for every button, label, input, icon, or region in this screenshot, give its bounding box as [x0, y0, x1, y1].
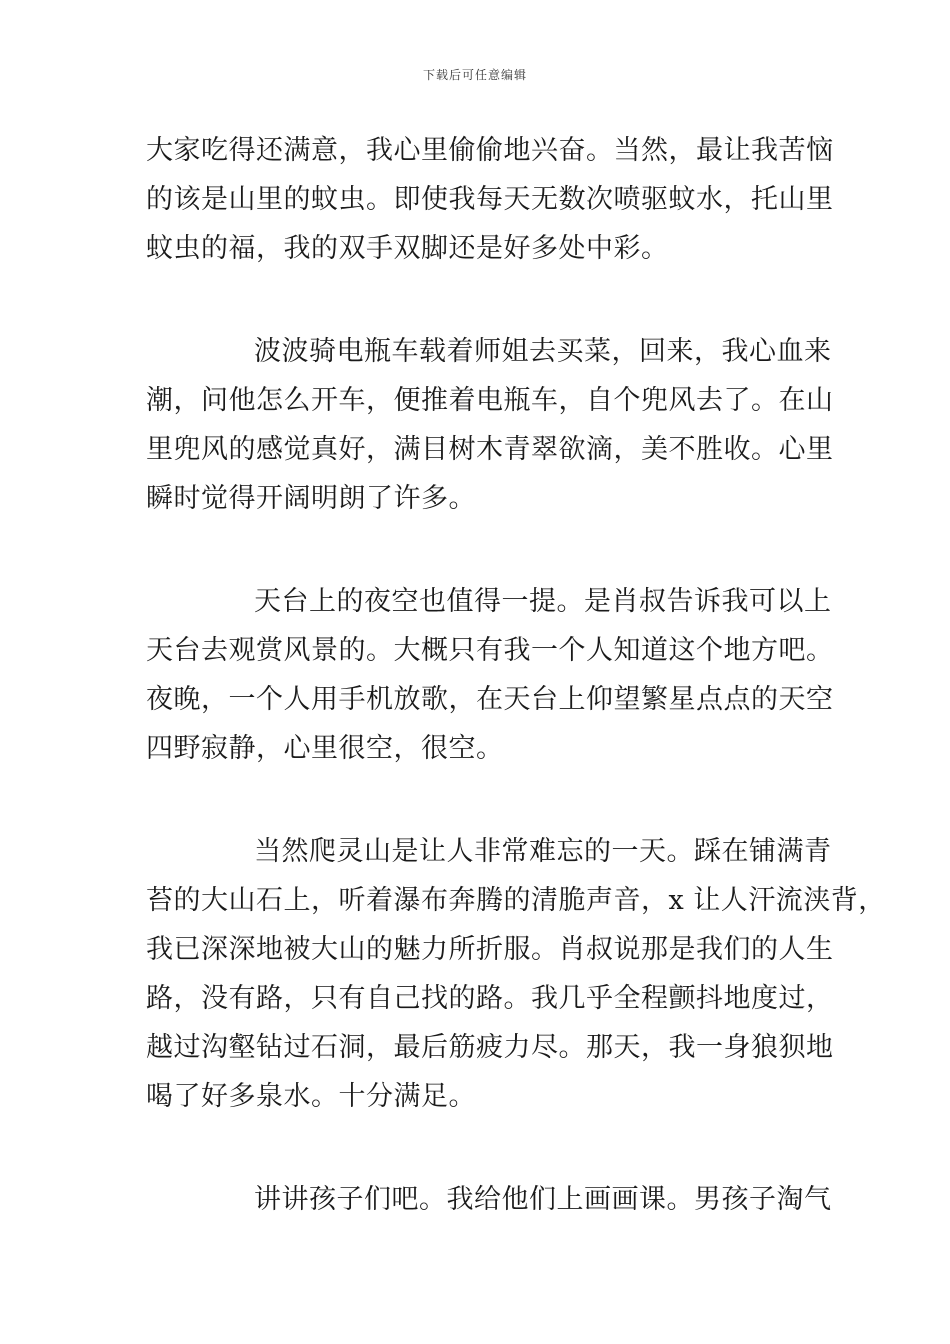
paragraph-line: 当然爬灵山是让人非常难忘的一天。踩在铺满青 — [254, 836, 832, 867]
paragraph — [146, 126, 836, 273]
paragraph-line: 夜晚，一个人用手机放歌，在天台上仰望繁星点点的天空 — [146, 684, 834, 715]
paragraph-line: 路，没有路，只有自己找的路。我几乎全程颤抖地度过， — [146, 983, 834, 1014]
paragraph-line: 越过沟壑钻过石洞，最后筋疲力尽。那天，我一身狼狈地 — [146, 1032, 834, 1063]
paragraph-line: 苔的大山石上，听着瀑布奔腾的清脆声音，x 让人汗流浃背， — [146, 885, 886, 916]
paragraph-line: 潮，问他怎么开车，便推着电瓶车，自个兜风去了。在山 — [146, 385, 834, 416]
document-body — [146, 126, 886, 1224]
paragraph-gap — [146, 523, 836, 577]
paragraph — [146, 327, 836, 523]
paragraph-line: 大家吃得还满意，我心里偷偷地兴奋。当然，最让我苦恼 — [146, 135, 834, 166]
paragraph-line: 天台去观赏风景的。大概只有我一个人知道这个地方吧。 — [146, 635, 834, 666]
paragraph-line: 的该是山里的蚊虫。即使我每天无数次喷驱蚊水，托山里 — [146, 184, 834, 215]
paragraph-line: 蚊虫的福，我的双手双脚还是好多处中彩。 — [146, 233, 669, 264]
paragraph — [146, 1175, 836, 1224]
paragraph-line: 四野寂静，心里很空，很空。 — [146, 733, 504, 764]
paragraph — [146, 827, 886, 1121]
paragraph-gap — [146, 273, 836, 327]
paragraph-line: 天台上的夜空也值得一提。是肖叔告诉我可以上 — [254, 586, 832, 617]
paragraph-gap — [146, 1121, 836, 1175]
paragraph-gap — [146, 773, 836, 827]
paragraph-line: 讲讲孩子们吧。我给他们上画画课。男孩子淘气 — [254, 1184, 832, 1215]
paragraph-line: 里兜风的感觉真好，满目树木青翠欲滴，美不胜收。心里 — [146, 434, 834, 465]
paragraph-line: 瞬时觉得开阔明朗了许多。 — [146, 483, 476, 514]
paragraph — [146, 577, 836, 773]
paragraph-line: 波波骑电瓶车载着师姐去买菜，回来，我心血来 — [254, 336, 832, 367]
paragraph-line: 喝了好多泉水。十分满足。 — [146, 1081, 476, 1112]
paragraph-line: 我已深深地被大山的魅力所折服。肖叔说那是我们的人生 — [146, 934, 834, 965]
page-header: 下载后可任意编辑 — [422, 68, 527, 82]
